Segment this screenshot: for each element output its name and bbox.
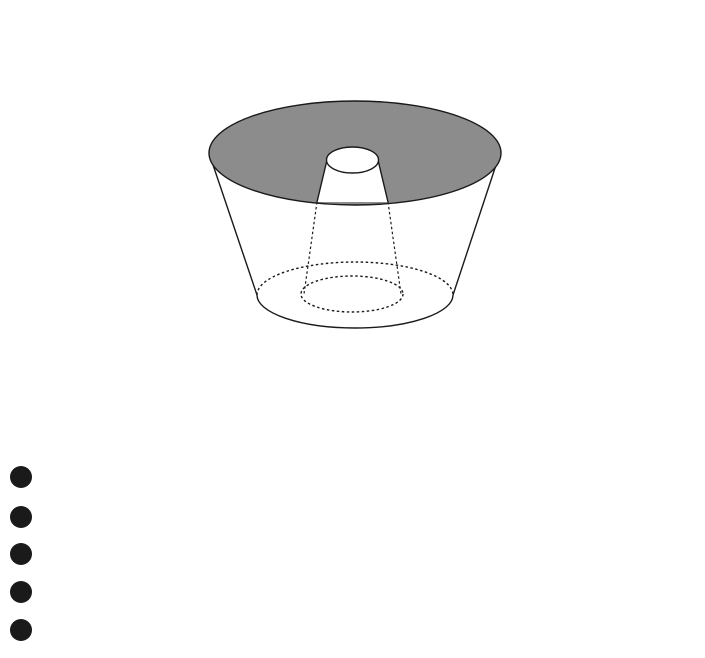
outer-bottom-front <box>257 295 453 328</box>
option-a[interactable] <box>10 462 57 492</box>
option-c-badge <box>10 543 32 565</box>
cake-pan-figure <box>205 95 505 340</box>
inner-bottom-ellipse <box>301 276 403 312</box>
option-c[interactable] <box>10 539 57 569</box>
option-b[interactable] <box>10 502 57 532</box>
inner-tube-right-hidden <box>388 202 401 294</box>
option-e[interactable] <box>10 615 57 645</box>
outer-bottom-back <box>257 262 453 295</box>
option-e-badge <box>10 619 32 641</box>
option-d[interactable] <box>10 577 57 607</box>
inner-top-ellipse <box>327 147 379 173</box>
option-d-badge <box>10 581 32 603</box>
option-b-badge <box>10 506 32 528</box>
option-a-badge <box>10 466 32 488</box>
inner-tube-left-hidden <box>304 202 317 294</box>
